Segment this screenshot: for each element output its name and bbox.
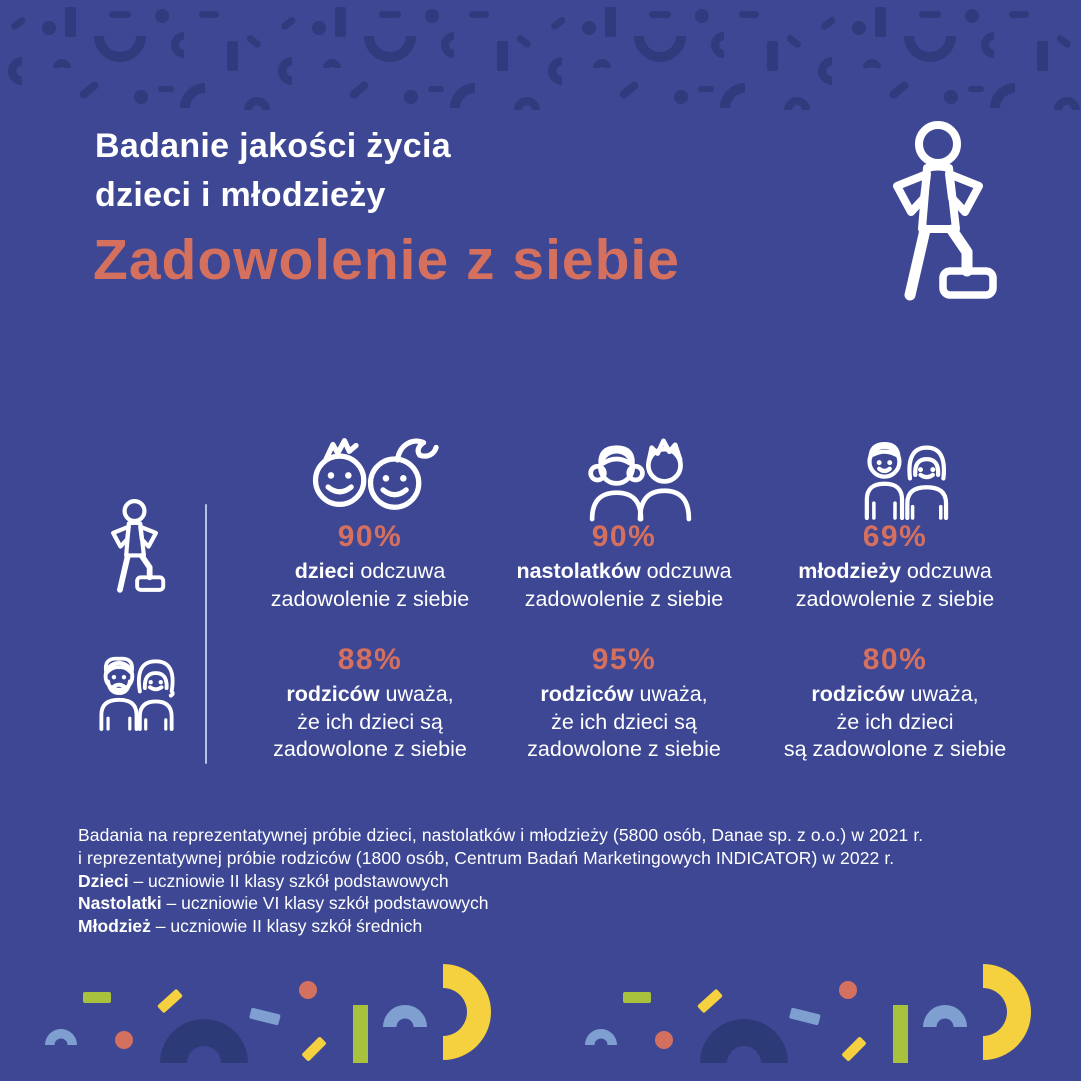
- stat-parents-of-teens: [484, 643, 764, 764]
- stat-teens: [484, 520, 764, 613]
- stat-parents-of-youth: [755, 643, 1035, 764]
- stat-line: nastolatków odczuwa: [516, 559, 732, 583]
- person-akimbo-on-step-icon-small: [100, 498, 168, 605]
- stat-line: że ich dzieci są: [551, 709, 697, 734]
- stat-line: rodziców uważa,: [811, 682, 979, 706]
- stat-line: dzieci odczuwa: [294, 559, 446, 583]
- stat-youth: [755, 520, 1035, 613]
- footnote: [78, 824, 923, 938]
- bottom-pattern-band: [0, 956, 1081, 1081]
- stat-percent: 95%: [591, 643, 657, 676]
- stat-line: zadowolenie z siebie: [795, 586, 995, 611]
- parents-couple-icon: [88, 648, 180, 734]
- stat-line: młodzieży odczuwa: [798, 559, 992, 583]
- stat-line: rodziców uważa,: [286, 682, 454, 706]
- young-man-and-woman-icon: [851, 436, 961, 520]
- legend-youth: Młodzież – uczniowie II klasy szkół średnich: [78, 916, 423, 937]
- stat-children: [230, 520, 510, 613]
- stat-percent: 69%: [862, 520, 928, 553]
- page-subtitle: Zadowolenie z siebie: [93, 228, 680, 292]
- stat-line: zadowolenie z siebie: [270, 586, 470, 611]
- source-line: i reprezentatywnej próbie rodziców (1800 osób, Centrum Badań Marketingowych INDICATOR) w 2022 r.: [78, 847, 895, 868]
- two-kids-smiling-faces-icon: [301, 432, 441, 514]
- page-title-line1: Badanie jakości życia: [95, 127, 451, 165]
- legend-teens: Nastolatki – uczniowie VI klasy szkół podstawowych: [78, 893, 489, 914]
- stat-line: że ich dzieci są: [297, 709, 443, 734]
- stat-line: rodziców uważa,: [540, 682, 708, 706]
- stat-line: że ich dzieci: [836, 709, 954, 734]
- page-title: [95, 122, 451, 220]
- stat-percent: 90%: [591, 520, 657, 553]
- legend-children: Dzieci – uczniowie II klasy szkół podstawowych: [78, 870, 449, 891]
- vertical-divider: [205, 504, 207, 764]
- stat-percent: 90%: [337, 520, 403, 553]
- top-pattern-band: [0, 0, 1081, 112]
- stat-line: są zadowolone z siebie: [783, 737, 1007, 761]
- stat-line: zadowolone z siebie: [527, 737, 721, 761]
- stat-percent: 80%: [862, 643, 928, 676]
- stat-parents-of-children: [230, 643, 510, 764]
- source-line: Badania na reprezentatywnej próbie dzieci, nastolatków i młodzieży (5800 osób, Danae sp. z o.o.) w 2021 r.: [78, 825, 924, 845]
- page-title-line2: dzieci i młodzieży: [95, 176, 386, 214]
- stat-line: zadowolenie z siebie: [524, 586, 724, 611]
- person-akimbo-on-step-icon: [872, 118, 1002, 325]
- teen-girl-and-boy-icon: [584, 436, 697, 522]
- stat-percent: 88%: [337, 643, 403, 676]
- stat-line: zadowolone z siebie: [273, 737, 467, 761]
